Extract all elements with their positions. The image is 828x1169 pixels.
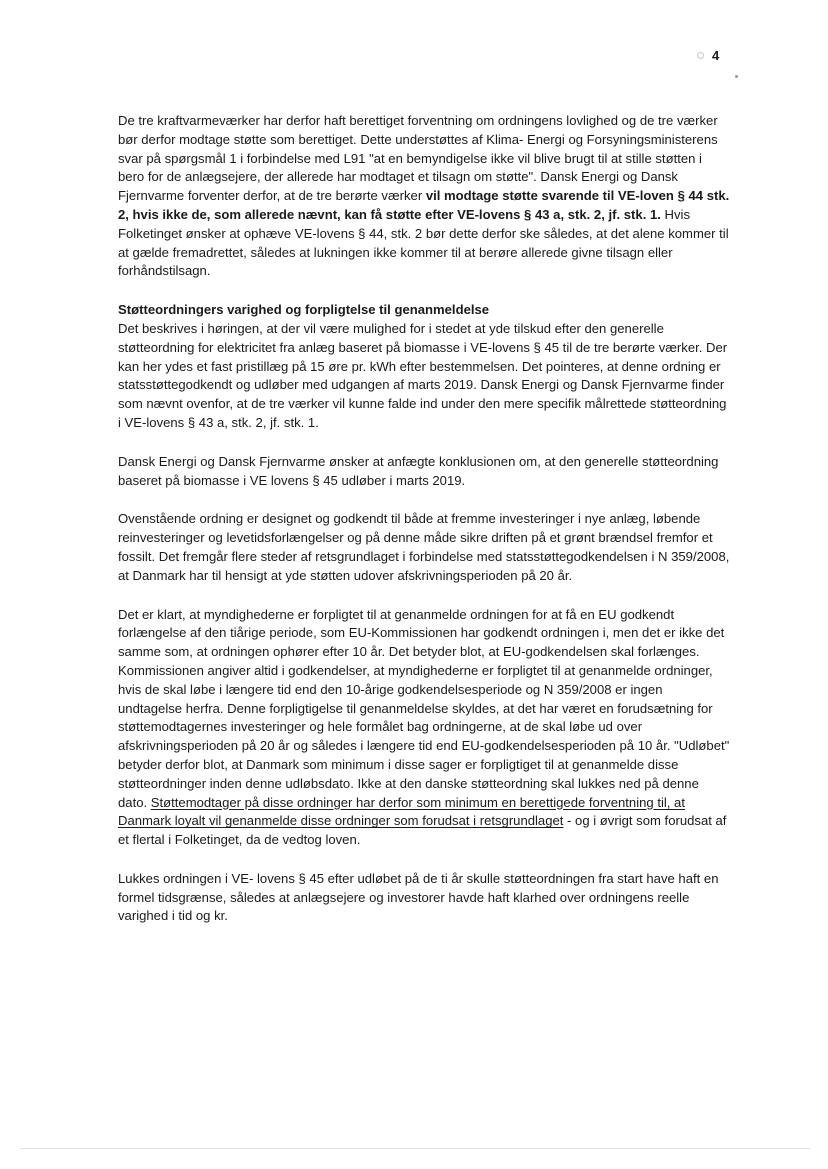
section-stotteordninger — [118, 301, 730, 433]
paragraph-6: Lukkes ordningen i VE- lovens § 45 efter udløbet på de ti år skulle støtteordningen fra start have haft en formel tidsgrænse, således at anlægsejere og investorer havde haft klarhed over ordningens reelle varighed i tid og kr. — [118, 870, 719, 924]
paragraph-1-text-a: De tre kraftvarmeværker har derfor haft berettiget forventning om ordningens lovlighed og de tre værker bør derfor modtage støtte som berettiget. Dette understøttes af Klima- Energi og Forsyningsministerens svar på spørgsmål 1 i forbindelse med L91 "at en bemyndigelse ikke vil blive brugt til at stille støtten i bero for de anlægsejere, der allerede har modtaget et tilsagn om støtte". Dansk Energi og Dansk Fjernvarme forventer derfor, at de tre berørte værker — [118, 113, 718, 204]
bottom-rule — [20, 1148, 810, 1149]
paragraph-5 — [118, 606, 730, 850]
paragraph-2: Det beskrives i høringen, at der vil være mulighed for i stedet at yde tilskud efter den generelle støtteordning for elektricitet fra anlæg baseret på biomasse i VE-lovens § 45 til de tre berørte værker. Der kan her ydes et fast pristillæg på 15 øre pr. kWh efter bestemmelsen. Det pointeres, at denne ordning er statsstøttegodkendt og udløber med udgangen af marts 2019. Dansk Energi og Dansk Fjernvarme finder som nævnt ovenfor, at de tre værker vil kunne falde ind under den mere specifik målrettede støtteordning i VE-lovens § 43 a, stk. 2, jf. stk. 1. — [118, 320, 728, 430]
document-body — [118, 112, 730, 946]
paragraph-1 — [118, 112, 730, 281]
paragraph-1-text-b: Hvis Folketinget ønsker at ophæve VE-lovens § 44, stk. 2 bør dette derfor ske således, at det alene kommer til at gælde fremadrettet, således at lukningen ikke kommer til at berøre allerede givne tilsagn eller forhåndstilsagn. — [118, 206, 729, 279]
page-number: 4 — [712, 48, 720, 63]
paragraph-5-text-a: Det er klart, at myndighederne er forpligtet til at genanmelde ordningen for at få en EU godkendt forlængelse af den tiårige periode, som EU-Kommissionen har godkendt ordningen i, men det er ikke det samme som, at ordningen ophører efter 10 år. Det betyder blot, at EU-godkendelsen skal forlænges. Kommissionen angiver altid i godkendelser, at myndighederne er forpligtet til at genanmelde ordninger, hvis de skal løbe i længere tid end den 10-årige godkendelsesperiode og N 359/2008 er ingen undtagelse herfra. Denne forpligtigelse til genanmeldelse skyldes, at det har været en forudsætning for støttemodtagernes investeringer og hele formålet bag ordningerne, at de skal løbe ud over afskrivningsperioden på 20 år og således i længere tid end EU-godkendelsesperioden på 10 år. "Udløbet" betyder derfor blot, at Danmark som minimum i disse sager er forpligtiget til at genanmelde disse støtteordninger inden denne udløbsdato. Ikke at den danske støtteordning skal lukkes ned på denne dato. — [118, 606, 730, 810]
paragraph-1-bold-text: vil modtage støtte svarende til VE-loven § 44 stk. 2, hvis ikke de, som allerede nævnt, kan få støtte efter VE-lovens § 43 a, stk. 2, jf. stk. 1. — [118, 188, 730, 222]
corner-dot — [735, 75, 738, 78]
paragraph-4: Ovenstående ordning er designet og godkendt til både at fremme investeringer i nye anlæg, løbende reinvesteringer og levetidsforlængelser og på denne måde sikre driften på et grønt brændsel fremfor et fossilt. Det fremgår flere steder af retsgrundlaget i forbindelse med statsstøttegodkendelsen i N 359/2008, at Danmark har til hensigt at yde støtten udover afskrivningsperioden på 20 år. — [118, 511, 730, 583]
paragraph-5-underlined-text: Støttemodtager på disse ordninger har derfor som minimum en berettigede forventning til, at Danmark loyalt vil genanmelde disse ordninger som forudsat i retsgrundlaget — [118, 794, 685, 829]
paragraph-5-text-b: - og i øvrigt som forudsat af et flertal i Folketinget, da de vedtog loven. — [118, 813, 727, 848]
paragraph-3: Dansk Energi og Dansk Fjernvarme ønsker at anfægte konklusionen om, at den generelle støtteordning baseret på biomasse i VE lovens § 45 udløber i marts 2019. — [118, 453, 719, 488]
section-heading: Støtteordningers varighed og forpligtelse til genanmeldelse — [118, 302, 490, 318]
page-number-mark — [697, 52, 704, 59]
